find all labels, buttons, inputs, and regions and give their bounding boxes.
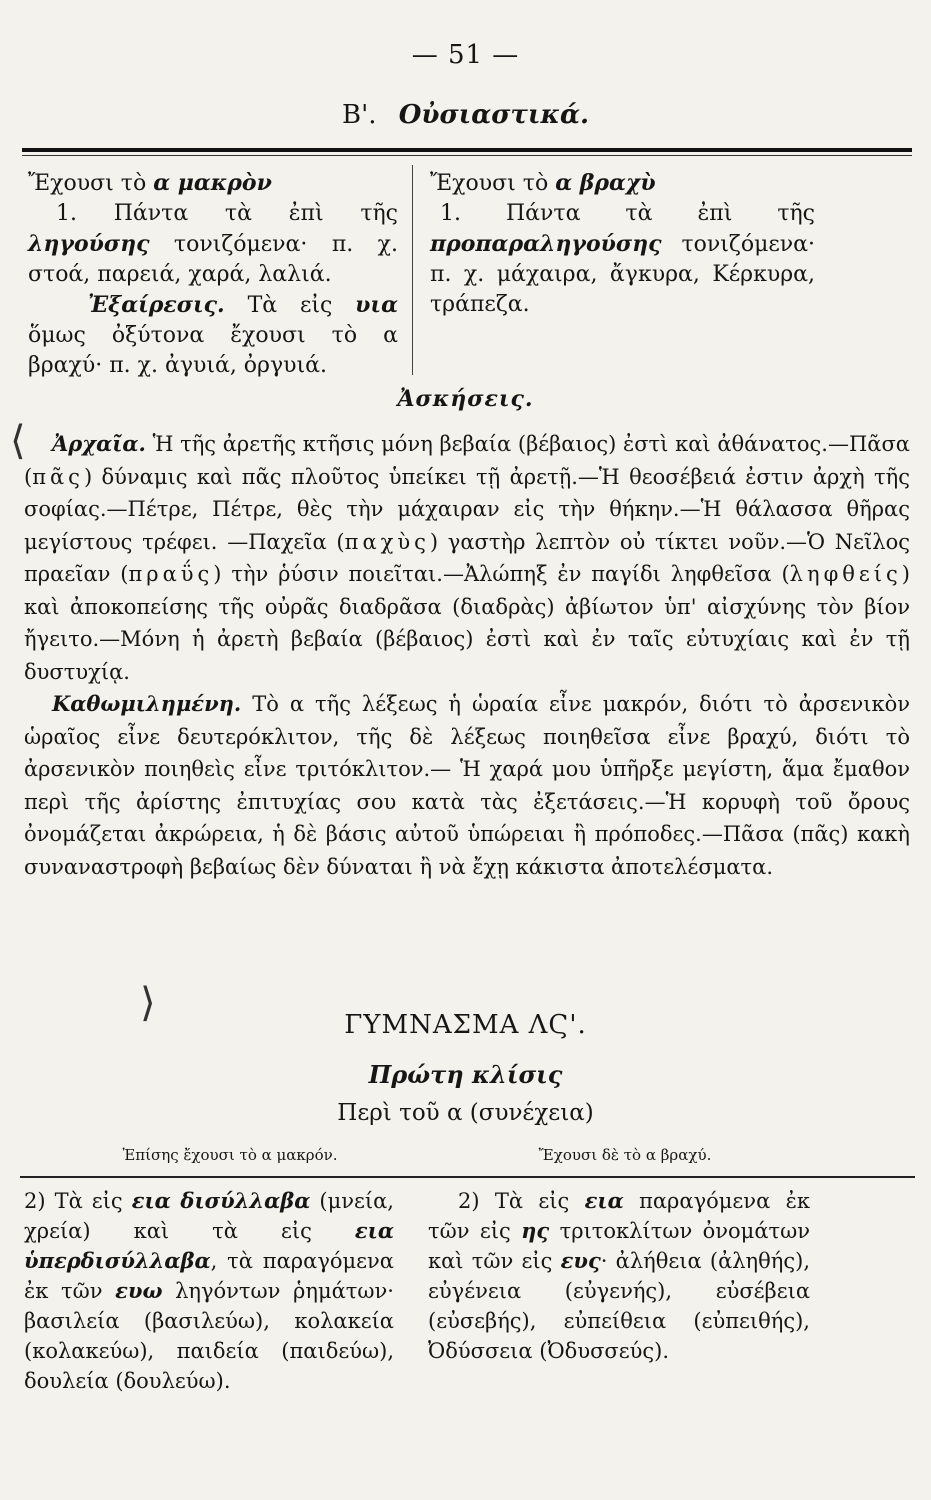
ancient-greek-paragraph: Ἀρχαῖα. Ἡ τῆς ἀρετῆς κτῆσις μόνη βεβαία (βέβαιος) ἐστὶ καὶ ἀθάνατος.—Πᾶσα (πᾶς) δύναμις καὶ πᾶς πλοῦτος ὑπείκει τῇ ἀρετῇ.—Ἡ θεοσέβειά ἐστιν ἀρχὴ τῆς σοφίας.—Πέτρε, Πέτρε, θὲς τὴν μάχαιραν εἰς τὴν θήκην.—Ἡ θάλασσα θῆρας μεγίστους τρέφει. —Παχεῖα (παχὺς) γαστὴρ λεπτὸν οὐ τίκτει νοῦν.—Ὁ Νεῖλος πραεῖαν (πραΰς) τὴν ῥύσιν ποιεῖται.—Ἀλώπηξ ἐν παγίδι ληφθεῖσα (ληφθείς) καὶ ἀποκοπείσης τῆς οὐρᾶς διαδρᾶσα (διαδρὰς) ἀβίωτον ὑπ' αἰσχύνης τὸν βίον ἤγειτο.—Μόνη ἡ ἀρετὴ βεβαία (βέβαιος) ἐστὶ καὶ ἐν ταῖς εὐτυχίαις καὶ ἐν τῇ δυστυχίᾳ. (24, 431, 910, 684)
short-alpha-column (430, 168, 815, 320)
exercise-title: ΓΥΜΝΑΣΜΑ ΛϚ'. (344, 1010, 587, 1040)
long-alpha-rule-2-text: 2) Τὰ εἰς εια δισύλλαβα (μνεία, χρεία) καὶ τὰ εἰς εια ὑπερδισύλλαβα, τὰ παραγόμενα ἐκ τῶν ευω ληγόντων ῥημάτων· βασιλεία (βασιλεύω), κολακεία (κολακεύω), παιδεία (παιδεύω), δουλεία (δουλεύω). (24, 1188, 394, 1393)
column-divider (412, 165, 413, 375)
pencil-arrow-mark: ⟩ (140, 980, 156, 1026)
heading-rule-thin (22, 155, 912, 156)
chapter-number: Β'. (341, 100, 377, 130)
pencil-bracket-mark: ⟨ (10, 418, 26, 464)
exercises-heading: Ἀσκήσεις. (397, 386, 534, 412)
long-alpha-exception: Ἐξαίρεσις. Τὰ εἰς υια ὅμως ὀξύτονα ἔχουσι τὸ α βραχύ· π. χ. ἀγυιά, ὀργυιά. (28, 292, 398, 378)
short-alpha-subhead: Ἔχουσι δὲ τὸ α βραχύ. (538, 1146, 712, 1164)
heading-rule-thick (22, 148, 912, 152)
short-alpha-rule-2-text: 2) Τὰ εἰς εια παραγόμενα ἐκ τῶν εἰς ης τριτοκλίτων ὀνομάτων καὶ τῶν εἰς ευς· ἀλήθεια (ἀληθής), εὐγένεια (εὐγενής), εὐσέβεια (εὐσεβής), εὐπείθεια (εὐπειθής), Ὀδύσσεια (Ὀδυσσεύς). (428, 1188, 811, 1363)
chapter-heading (0, 100, 931, 130)
section-rule (20, 1176, 915, 1178)
exercises-body (24, 428, 910, 883)
long-alpha-column (28, 168, 398, 381)
short-alpha-rule-2 (428, 1186, 810, 1366)
long-alpha-rule-2 (24, 1186, 394, 1396)
short-alpha-heading: Ἔχουσι τὸ α βραχὺ (430, 170, 656, 196)
long-alpha-subhead: Ἐπίσης ἔχουσι τὸ α μακρόν. (122, 1146, 338, 1164)
short-alpha-rule-1: 1. Πάντα τὰ ἐπὶ τῆς προπαραληγούσης τονιζόμενα· π. χ. μάχαιρα, ἄγκυρα, Κέρκυρα, τράπεζα. (430, 201, 815, 317)
section-subtitle: Περὶ τοῦ α (συνέχεια) (337, 1100, 594, 1126)
page-number: — 51 — (411, 40, 520, 70)
modern-greek-paragraph: Καθωμιλημένη. Τὸ α τῆς λέξεως ἡ ὡραία εἶνε μακρόν, διότι τὸ ἀρσενικὸν ὡραῖος εἶνε δευτερόκλιτον, τῆς δὲ λέξεως ποιηθεῖσα εἶνε βραχύ, διότι τὸ ἀρσενικὸν ποιηθεὶς εἶνε τριτόκλιτον.— Ἡ χαρά μου ὑπῆρξε μεγίστη, ἅμα ἔμαθον περὶ τῆς ἀρίστης ἐπιτυχίας σου κατὰ τὰς ἐξετάσεις.—Ἡ κορυφὴ τοῦ ὄρους ὀνομάζεται ἀκρώρεια, ἡ δὲ βάσις αὐτοῦ ὑπώρειαι ἢ πρόποδες.—Πᾶσα (πᾶς) κακὴ συναναστροφὴ βεβαίως δὲν δύναται ἢ νὰ ἔχῃ κάκιστα ἀποτελέσματα. (24, 691, 910, 879)
ancient-label: Ἀρχαῖα. (52, 431, 146, 456)
chapter-title: Οὐσιαστικά. (398, 100, 590, 130)
declension-title: Πρώτη κλίσις (368, 1060, 563, 1089)
long-alpha-rule-1: 1. Πάντα τὰ ἐπὶ τῆς ληγούσης τονιζόμενα· π. χ. στοά, παρειά, χαρά, λαλιά. (28, 201, 398, 287)
long-alpha-heading: Ἔχουσι τὸ α μακρὸν (28, 170, 272, 196)
modern-label: Καθωμιλημένη. (52, 691, 242, 716)
